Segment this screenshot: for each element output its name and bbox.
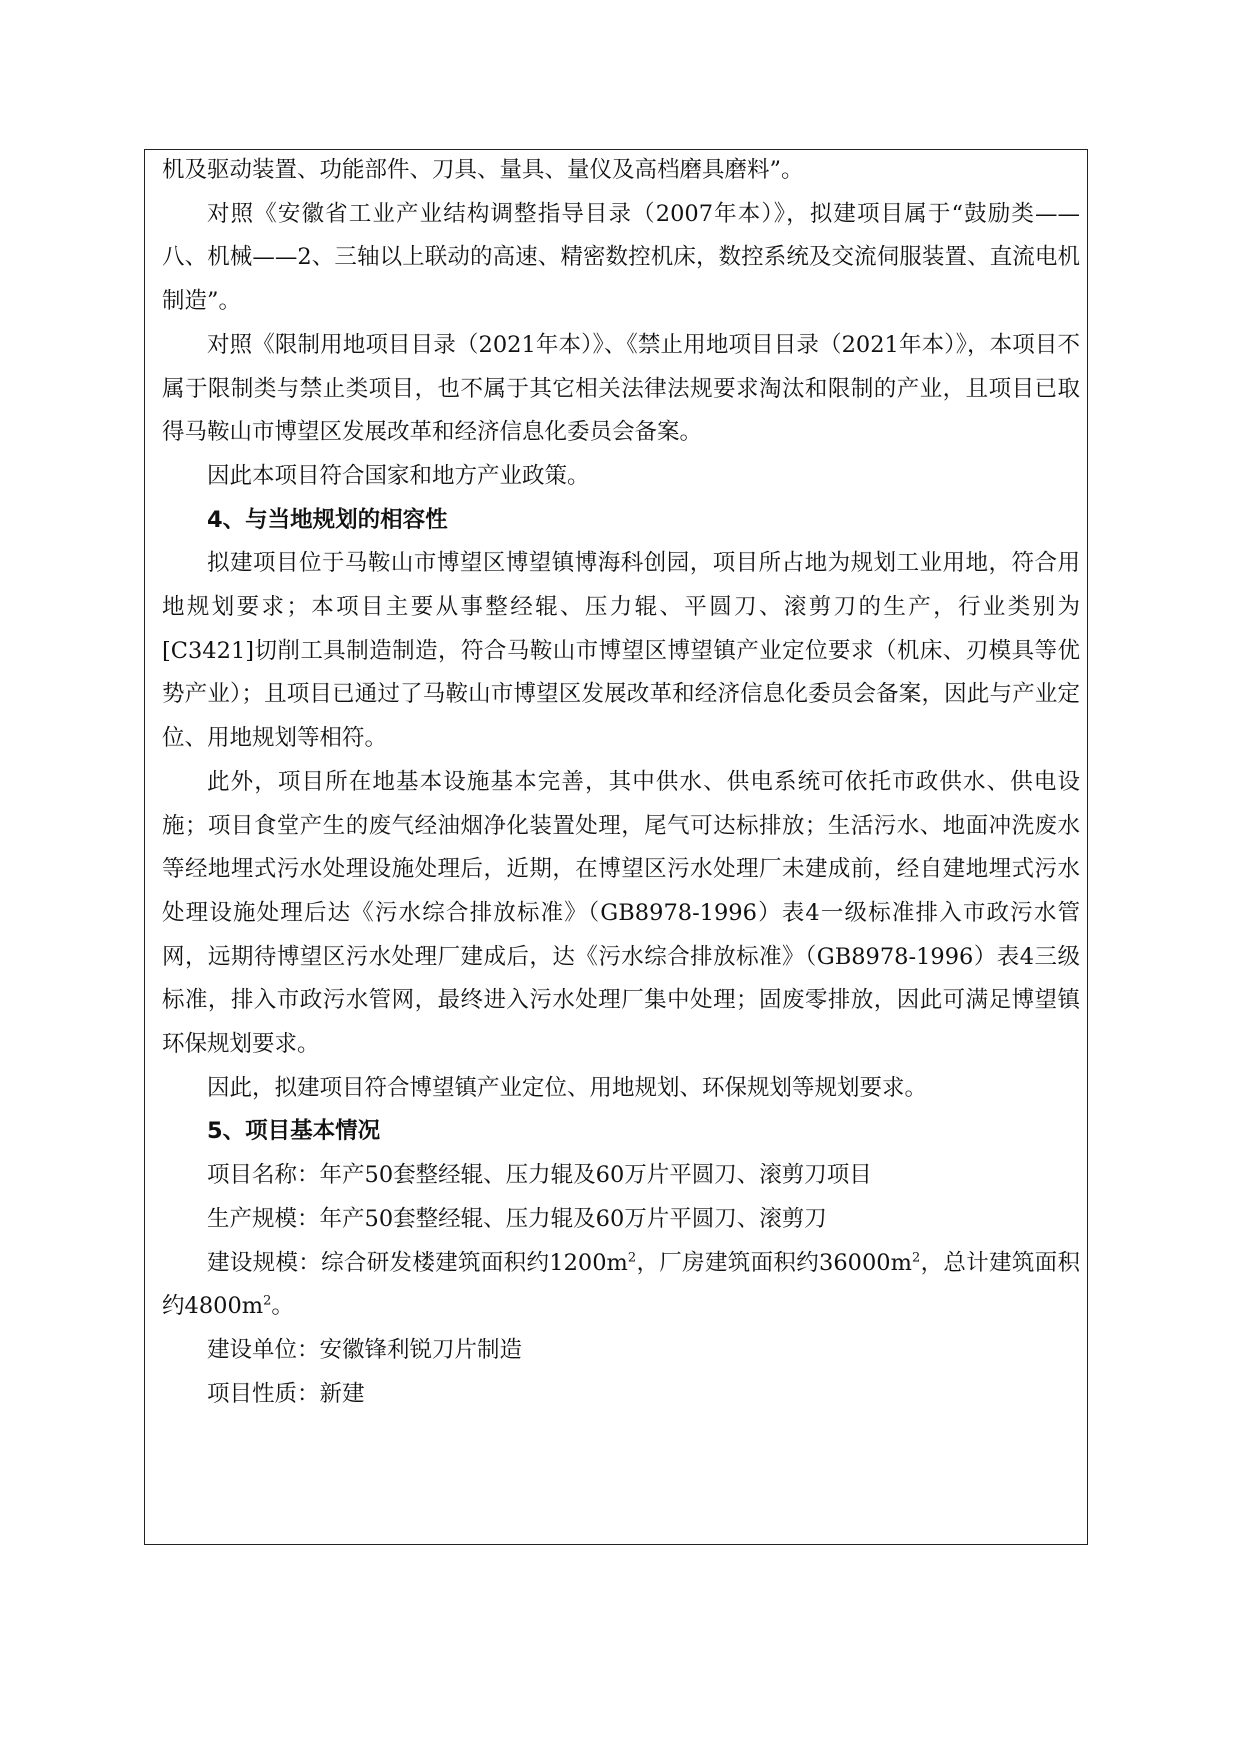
construction-scale-field: 建设规模：综合研发楼建筑面积约$1200m^2$，厂房建筑面积约$36000m^2$，总计建筑面积约$4800m^2$。 (162, 1249, 1080, 1320)
paragraph-guidance-catalog: 对照《安徽省工业产业结构调整指导目录（2007年本）》，拟建项目属于“鼓励类——八、机械——2、三轴以上联动的高速、精密数控机床，数控系统及交流伺服装置、直流电机制造”。 (162, 200, 1080, 315)
section-4-paragraph-location: 拟建项目位于马鞍山市博望区博望镇博海科创园，项目所占地为规划工业用地，符合用地规划要求；本项目主要从事整经辊、压力辊、平圆刀、滚剪刀的生产，行业类别为[C3421]切削工具制造制造，符合马鞍山市博望区博望镇产业定位要求（机床、刃模具等优势产业）；且项目已通过了马鞍山市博望区发展改革和经济信息化委员会备案，因此与产业定位、用地规划等相符。 (162, 550, 1080, 752)
section-4-heading: 4、与当地规划的相容性 (207, 506, 448, 533)
paragraph-land-use-catalog: 对照《限制用地项目目录（2021年本）》、《禁止用地项目目录（2021年本）》，本项目不属于限制类与禁止类项目，也不属于其它相关法律法规要求淘汰和限制的产业，且项目已取得马鞍山市博望区发展改革和经济信息化委员会备案。 (162, 331, 1080, 446)
project-name-field: 项目名称：年产50套整经辊、压力辊及60万片平圆刀、滚剪刀项目 (207, 1162, 872, 1189)
project-nature-field: 项目性质：新建 (207, 1380, 365, 1407)
section-4-paragraph-conclusion: 因此，拟建项目符合博望镇产业定位、用地规划、环保规划等规划要求。 (207, 1074, 928, 1101)
production-scale-field: 生产规模：年产50套整经辊、压力辊及60万片平圆刀、滚剪刀 (207, 1205, 827, 1232)
paragraph-policy-conclusion: 因此本项目符合国家和地方产业政策。 (207, 462, 590, 489)
paragraph-continuation: 机及驱动装置、功能部件、刀具、量具、量仪及高档磨具磨料”。 (162, 157, 804, 183)
document-body (162, 149, 1080, 1416)
builder-field: 建设单位：安徽锋利锐刀片制造 (207, 1336, 523, 1363)
section-5-heading: 5、项目基本情况 (207, 1118, 381, 1145)
section-4-paragraph-infrastructure: 此外，项目所在地基本设施基本完善，其中供水、供电系统可依托市政供水、供电设施；项目食堂产生的废气经油烟净化装置处理，尾气可达标排放；生活污水、地面冲洗废水等经地埋式污水处理设施处理后，近期，在博望区污水处理厂未建成前，经自建地埋式污水处理设施处理后达《污水综合排放标准》（GB8978-1996）表4一级标准排入市政污水管网，远期待博望区污水处理厂建成后，达《污水综合排放标准》（GB8978-1996）表4三级标准，排入市政污水管网，最终进入污水处理厂集中处理；固废零排放，因此可满足博望镇环保规划要求。 (162, 768, 1080, 1058)
